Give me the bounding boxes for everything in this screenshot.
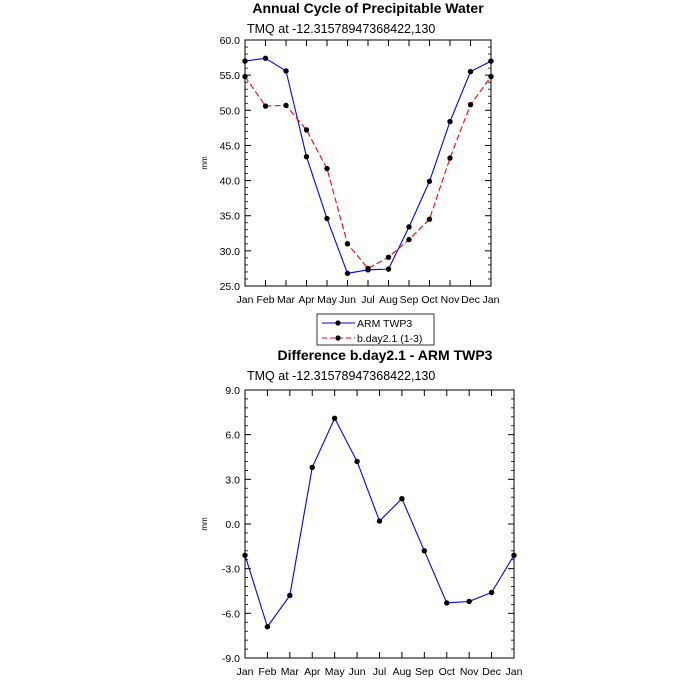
chart2-series-0-point [332, 416, 337, 421]
chart2-ytick-label: -9.0 [221, 653, 240, 665]
chart1-series-0-point [406, 224, 411, 229]
legend-marker-arm [335, 320, 340, 325]
chart1-series-0-point [447, 119, 452, 124]
chart2-series-0-point [422, 548, 427, 553]
chart2-xtick-label: Jan [505, 666, 523, 678]
chart1-xtick-label: Sep [399, 294, 419, 306]
chart1-series-0-point [386, 266, 391, 271]
chart2-ytick-label: 0.0 [225, 519, 240, 531]
chart1-series-1-point [283, 103, 288, 108]
chart1-series-1-point [365, 266, 370, 271]
chart2-ytick-label: 3.0 [225, 474, 240, 487]
chart1-xtick-label: Jun [339, 294, 356, 306]
chart1-series-0-point [263, 56, 268, 61]
chart1-series-1-point [324, 166, 329, 171]
chart1-ytick-label: 60.0 [219, 35, 240, 47]
chart2-xtick-label: Dec [482, 666, 501, 678]
chart2-xtick-label: Jan [236, 666, 254, 678]
chart2-title: Difference b.day2.1 - ARM TWP3 [277, 347, 493, 363]
chart2-xtick-label: Aug [392, 666, 412, 678]
chart1-xtick-label: Aug [379, 294, 398, 306]
chart2-xtick-label: Jul [372, 666, 387, 678]
chart1-xtick-label: Oct [421, 294, 438, 306]
chart1-series-1-point [406, 237, 411, 242]
chart1-ytick-label: 55.0 [219, 70, 240, 83]
chart1-series-0-point [304, 154, 309, 159]
chart1-series-1-point [447, 155, 452, 160]
difference-chart [200, 347, 523, 678]
chart2-xtick-label: May [324, 666, 345, 678]
chart1-series-1-point [468, 102, 473, 107]
chart1-ytick-label: 40.0 [219, 175, 240, 188]
chart1-series-0-line [245, 58, 491, 273]
chart1-xtick-label: Mar [276, 294, 296, 306]
chart2-series-0-point [399, 496, 404, 501]
chart2-series-0-point [287, 593, 292, 598]
chart1-series-1-point [304, 127, 309, 132]
chart1-series-1-point [263, 103, 268, 108]
chart1-xtick-label: Jan [236, 294, 254, 306]
chart2-xtick-label: Oct [438, 666, 455, 678]
chart2-ytick-label: 9.0 [225, 385, 240, 397]
chart2-xtick-label: Apr [304, 666, 321, 678]
chart2-series-0-point [489, 590, 494, 595]
chart2-xtick-label: Feb [258, 666, 277, 678]
chart2-series-0-point [310, 465, 315, 470]
chart1-ylabel: mm [200, 156, 209, 170]
chart1-legend [317, 314, 434, 345]
legend-label-bday: b.day2.1 (1-3) [357, 333, 423, 345]
chart2-ylabel: mm [200, 517, 209, 531]
chart1-series-0-point [345, 271, 350, 276]
legend-label-arm: ARM TWP3 [357, 318, 413, 330]
chart1-series-1-point [386, 254, 391, 259]
chart1-series-1-line [245, 77, 491, 269]
chart1-title: Annual Cycle of Precipitable Water [252, 0, 484, 16]
chart1-xtick-label: May [317, 294, 337, 306]
chart1-series-1-point [345, 241, 350, 246]
chart1-ytick-label: 30.0 [219, 245, 240, 258]
chart1-series-0-point [468, 69, 473, 74]
chart1-xtick-label: Dec [461, 294, 480, 306]
chart2-xtick-label: Mar [280, 666, 299, 678]
chart1-series-1-point [427, 217, 432, 222]
chart1-ytick-label: 25.0 [219, 281, 240, 293]
chart2-xtick-label: Nov [459, 666, 479, 678]
chart2-ytick-label: -3.0 [221, 563, 240, 576]
chart2-plot-frame [245, 390, 514, 658]
chart2-subtitle: TMQ at -12.31578947368422,130 [247, 369, 436, 383]
chart2-series-0-point [377, 518, 382, 523]
chart1-series-0-point [427, 179, 432, 184]
chart2-series-0-point [265, 624, 270, 629]
chart2-series-0-point [354, 459, 359, 464]
chart2-ytick-label: 6.0 [225, 429, 240, 442]
chart1-xtick-label: Feb [256, 294, 275, 306]
annual-cycle-chart [200, 0, 500, 306]
legend-marker-bday [335, 335, 340, 340]
chart1-xtick-label: Apr [298, 294, 315, 306]
chart1-ytick-label: 35.0 [219, 210, 240, 223]
chart1-xtick-label: Nov [440, 294, 460, 306]
chart1-plot-frame [245, 40, 491, 286]
chart1-xtick-label: Jul [361, 294, 375, 306]
chart1-xtick-label: Jan [482, 294, 500, 306]
chart2-series-0-point [444, 600, 449, 605]
chart1-ytick-label: 50.0 [219, 105, 240, 118]
chart1-subtitle: TMQ at -12.31578947368422,130 [247, 22, 436, 36]
chart2-xtick-label: Sep [414, 666, 434, 678]
chart2-ytick-label: -6.0 [221, 608, 240, 621]
chart2-xtick-label: Jun [348, 666, 366, 678]
chart1-ytick-label: 45.0 [219, 140, 240, 153]
chart1-series-0-point [324, 216, 329, 221]
chart1-series-0-point [283, 68, 288, 73]
chart2-series-0-point [466, 599, 471, 604]
